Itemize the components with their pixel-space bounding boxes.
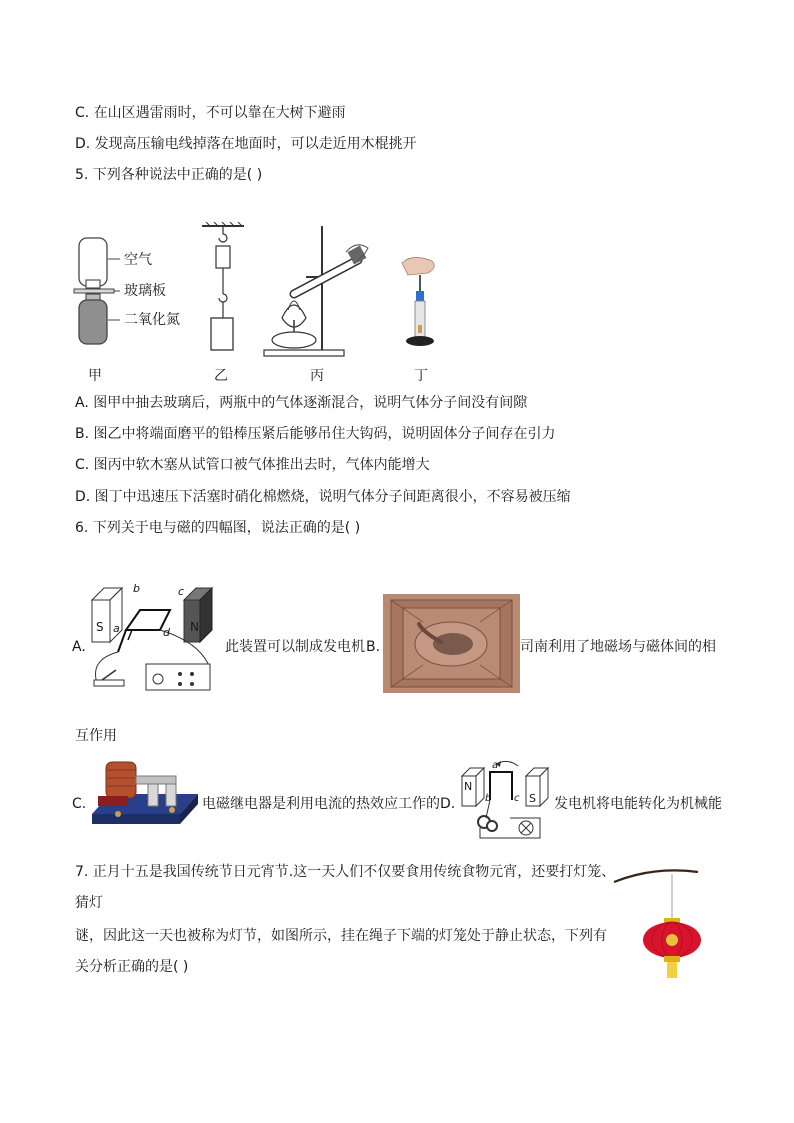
figure-yi-lead-rods [198, 222, 248, 357]
q7-line-1: 7. 正月十五是我国传统节日元宵节.这一天人们不仅要食用传统食物元宵，还要打灯笼、 [75, 864, 616, 880]
label-d-s: S [529, 792, 536, 805]
figure-q6-c-relay [88, 752, 200, 840]
q6-option-c-prefix: C. [72, 796, 87, 812]
figure-ding-piston-tube [396, 255, 442, 350]
label-air: 空气 [124, 252, 152, 268]
caption-ding: 丁 [414, 368, 428, 384]
q7-line-2: 猜灯 [75, 895, 103, 911]
label-a-d: d [163, 626, 170, 639]
q4-option-c: C. 在山区遇雷雨时，不可以靠在大树下避雨 [75, 105, 346, 121]
q6-option-c-text: 电磁继电器是利用电流的热效应工作的 [202, 796, 440, 812]
q5-option-c: C. 图丙中软木塞从试管口被气体推出去时，气体内能增大 [75, 457, 430, 473]
label-a-b: b [133, 582, 140, 595]
q6-option-a-text: 此装置可以制成发电机 [225, 639, 365, 655]
caption-jia: 甲 [88, 368, 102, 384]
caption-yi: 乙 [214, 368, 228, 384]
figure-bing-test-tube [258, 222, 378, 362]
figure-q6-b-sinan-compass [383, 594, 520, 693]
q6-option-a-prefix: A. [72, 639, 86, 655]
q5-option-a: A. 图甲中抽去玻璃后，两瓶中的气体逐渐混合，说明气体分子间没有间隙 [75, 395, 528, 411]
label-d-c: c [514, 793, 520, 804]
label-d-n: N [464, 780, 473, 793]
q5-option-d: D. 图丁中迅速压下活塞时硝化棉燃烧，说明气体分子间距离很小，不容易被压缩 [75, 489, 571, 505]
figure-q6-a-magnet-wire [88, 582, 223, 694]
q7-line-4: 关分析正确的是( ) [75, 959, 189, 975]
figure-q6-d-generator [456, 756, 556, 846]
label-a-s: S [96, 620, 104, 634]
q7-line-3: 谜，因此这一天也被称为灯节，如图所示，挂在绳子下端的灯笼处于静止状态，下列有 [75, 928, 607, 944]
label-glass-plate: 玻璃板 [124, 283, 166, 299]
q6-option-d-prefix: D. [440, 796, 456, 812]
q6-option-b-cont: 互作用 [75, 728, 117, 744]
label-nitrogen-dioxide: 二氧化氮 [124, 312, 180, 328]
q5-stem: 5. 下列各种说法中正确的是( ) [75, 167, 263, 183]
caption-bing: 丙 [310, 368, 324, 384]
q6-stem: 6. 下列关于电与磁的四幅图，说法正确的是( ) [75, 520, 361, 536]
label-a-c: c [178, 585, 185, 598]
q6-option-b-text: 司南利用了地磁场与磁体间的相 [520, 639, 716, 655]
q6-option-d-text: 发电机将电能转化为机械能 [554, 796, 722, 812]
figure-q7-lantern [612, 866, 702, 982]
label-d-a: a [492, 760, 499, 771]
label-a-a: a [113, 622, 120, 635]
label-a-n: N [190, 620, 199, 634]
label-d-b: b [485, 793, 492, 804]
q5-option-b: B. 图乙中将端面磨平的铅棒压紧后能够吊住大钩码，说明固体分子间存在引力 [75, 426, 556, 442]
q6-option-b-prefix: B. [366, 639, 381, 655]
q4-option-d: D. 发现高压输电线掉落在地面时，可以走近用木棍挑开 [75, 136, 417, 152]
